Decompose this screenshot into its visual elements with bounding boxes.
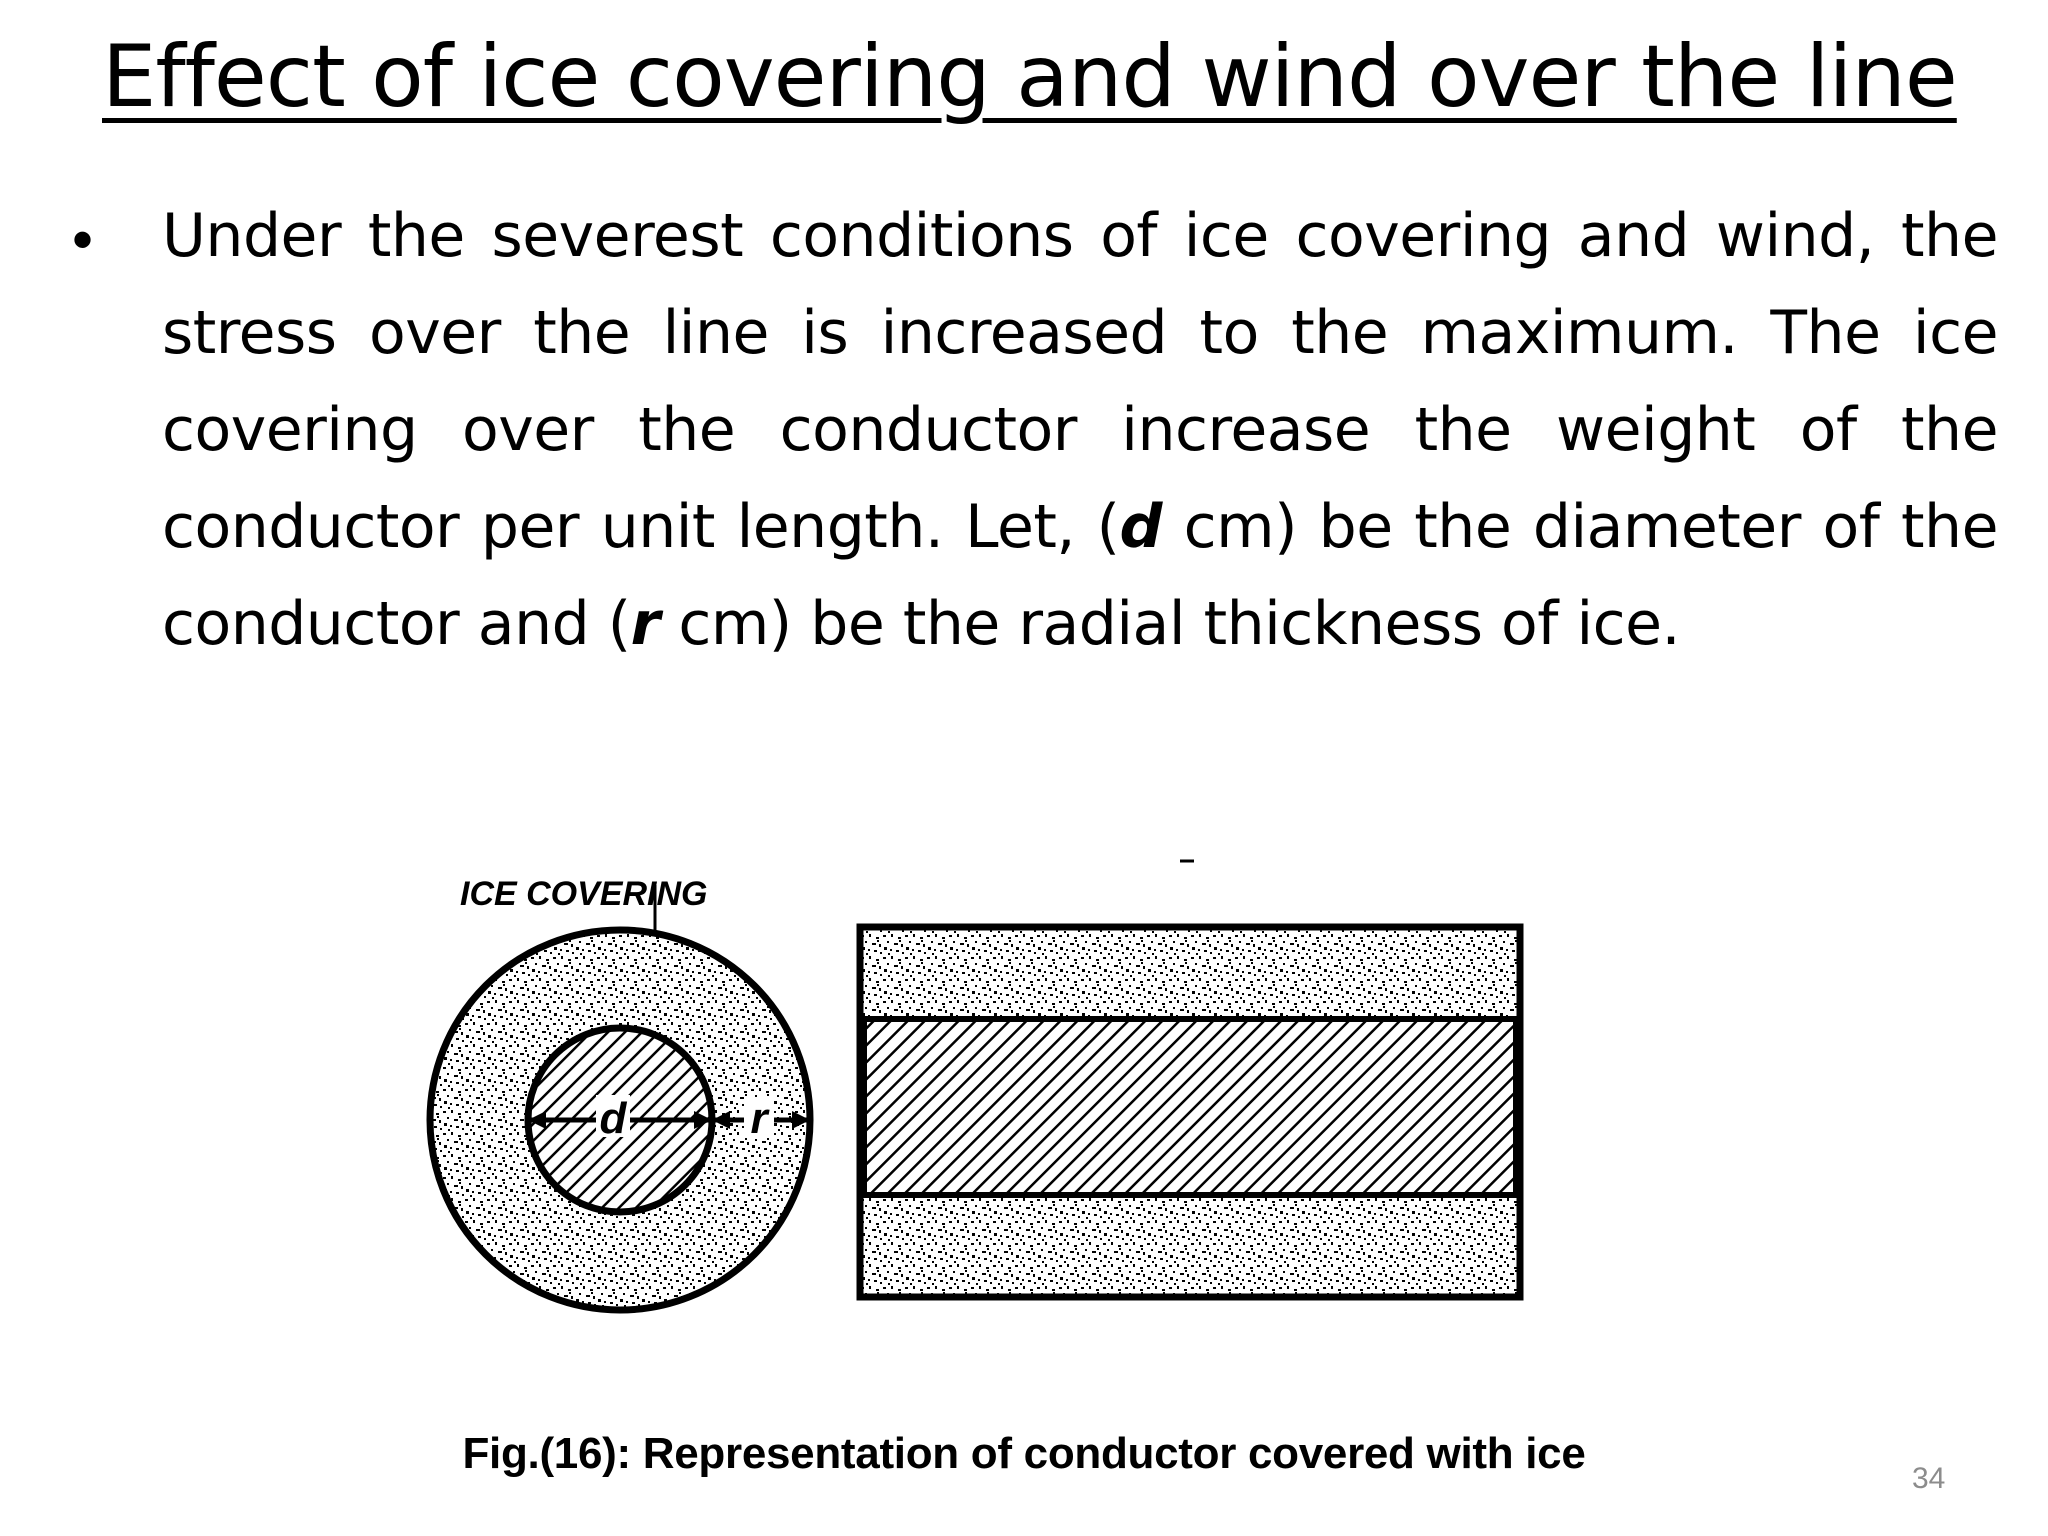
bullet-dot-icon: • — [72, 206, 94, 273]
conductor-ice-figure — [420, 845, 1560, 1325]
bullet-text-part-2: cm) be the diameter of the conductor and ( — [162, 492, 1998, 659]
conductor-core-band — [864, 1019, 1516, 1195]
ice-covering-label: ICE COVERING — [460, 875, 708, 913]
figure-caption: Fig.(16): Representation of conductor covered with ice — [462, 1429, 1586, 1478]
variable-r: r — [630, 589, 660, 659]
slide-title: Effect of ice covering and wind over the line — [102, 27, 1957, 127]
page-number: 34 — [1912, 1462, 1946, 1495]
label-r: r — [750, 1094, 768, 1143]
label-d: d — [599, 1094, 627, 1143]
conductor-ice-diagram — [420, 845, 1560, 1325]
bullet-text — [162, 188, 1998, 673]
bullet-text-part-1: Under the severest conditions of ice covering and wind, the stress over the line is increased to the maximum. The ice covering over the conductor increase the weight of the conductor per unit length. Let, ( — [162, 201, 1998, 562]
bullet-text-part-3: cm) be the radial thickness of ice. — [659, 589, 1681, 659]
variable-d: d — [1119, 492, 1162, 562]
bullet-point — [72, 188, 1998, 673]
